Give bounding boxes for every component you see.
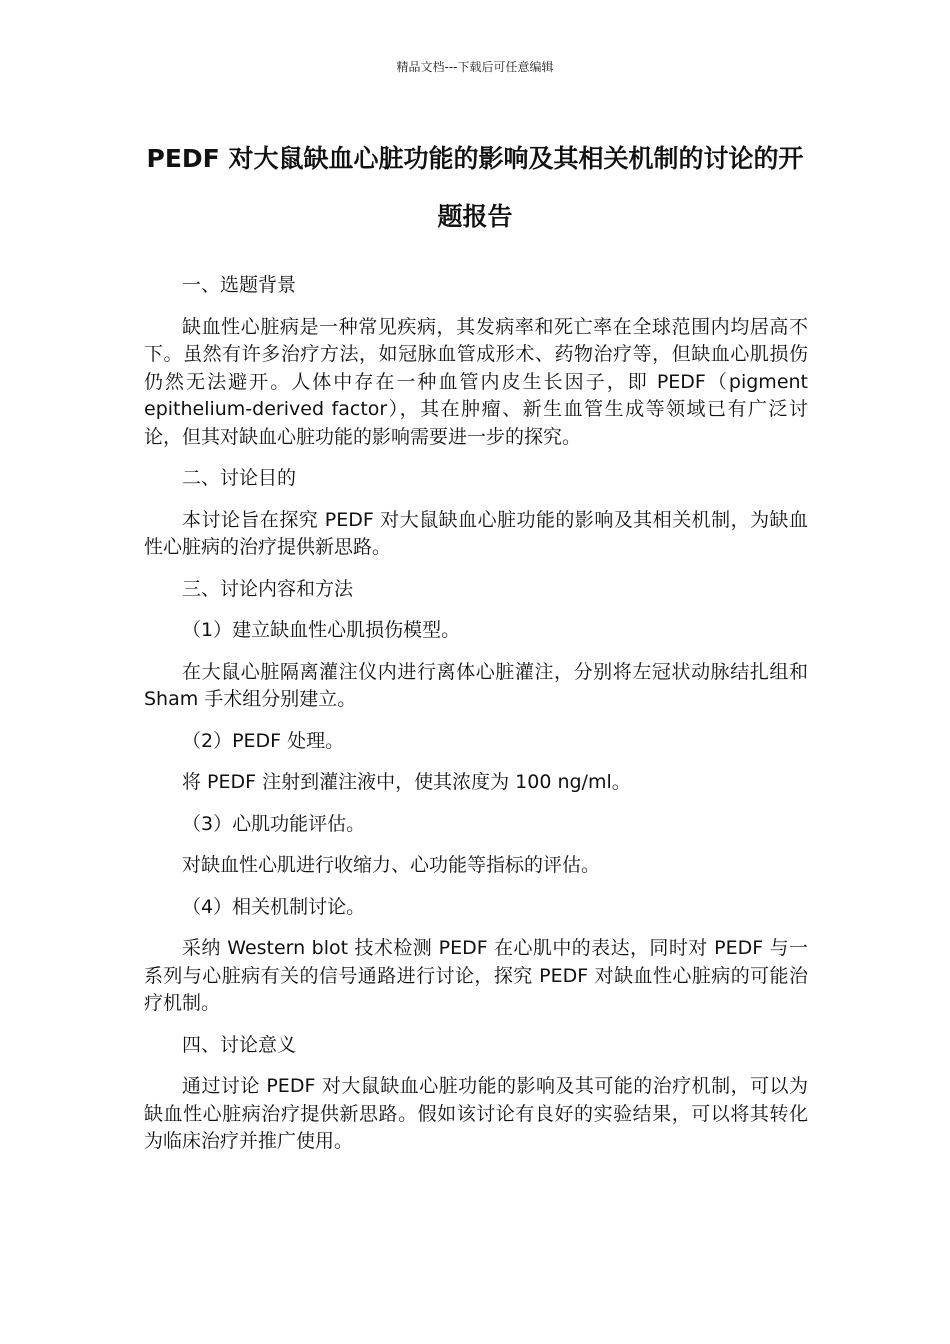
significance-paragraph: 通过讨论 PEDF 对大鼠缺血心脏功能的影响及其可能的治疗机制，可以为缺血性心脏病治疗提供新思路。假如该讨论有良好的实验结果，可以将其转化为临床治疗并推广使用。	[144, 1075, 808, 1152]
purpose-paragraph: 本讨论旨在探究 PEDF 对大鼠缺血心脏功能的影响及其相关机制，为缺血性心脏病的治疗提供新思路。	[144, 508, 808, 558]
method-item-2-text: 将 PEDF 注射到灌注液中，使其浓度为 100 ng/ml。	[182, 771, 631, 793]
method-item-2-heading: （2）PEDF 处理。	[182, 729, 345, 752]
section-heading-background: 一、选题背景	[182, 274, 297, 296]
background-paragraph: 缺血性心脏病是一种常见疾病，其发病率和死亡率在全球范围内均居高不下。虽然有许多治疗方法，如冠脉血管成形术、药物治疗等，但缺血心肌损伤仍然无法避开。人体中存在一种血管内皮生长因子，即 PEDF（pigment epithelium-derived factor），其在肿瘤、新生血管生成等领域已有广泛讨论，但其对缺血心脏功能的影响需要进一步的探究。	[144, 315, 808, 448]
method-item-3-heading: （3）心肌功能评估。	[182, 812, 366, 835]
document-body	[144, 272, 808, 1170]
section-heading-significance: 四、讨论意义	[182, 1033, 297, 1056]
method-item-1-heading: （1）建立缺血性心肌损伤模型。	[182, 619, 461, 641]
section-heading-purpose: 二、讨论目的	[182, 467, 297, 489]
method-item-1-text: 在大鼠心脏隔离灌注仪内进行离体心脏灌注，分别将左冠状动脉结扎组和 Sham 手术组分别建立。	[144, 660, 808, 710]
method-item-4-text: 采纳 Western blot 技术检测 PEDF 在心肌中的表达，同时对 PEDF 与一系列与心脏病有关的信号通路进行讨论，探究 PEDF 对缺血性心脏病的可能治疗机制。	[144, 937, 808, 1014]
method-item-4-heading: （4）相关机制讨论。	[182, 895, 366, 918]
header-note: 精品文档---下载后可任意编辑	[396, 60, 554, 74]
section-heading-methods: 三、讨论内容和方法	[182, 577, 354, 600]
document-title: PEDF 对大鼠缺血心脏功能的影响及其相关机制的讨论的开题报告	[146, 144, 804, 231]
method-item-3-text: 对缺血性心肌进行收缩力、心功能等指标的评估。	[182, 854, 601, 876]
